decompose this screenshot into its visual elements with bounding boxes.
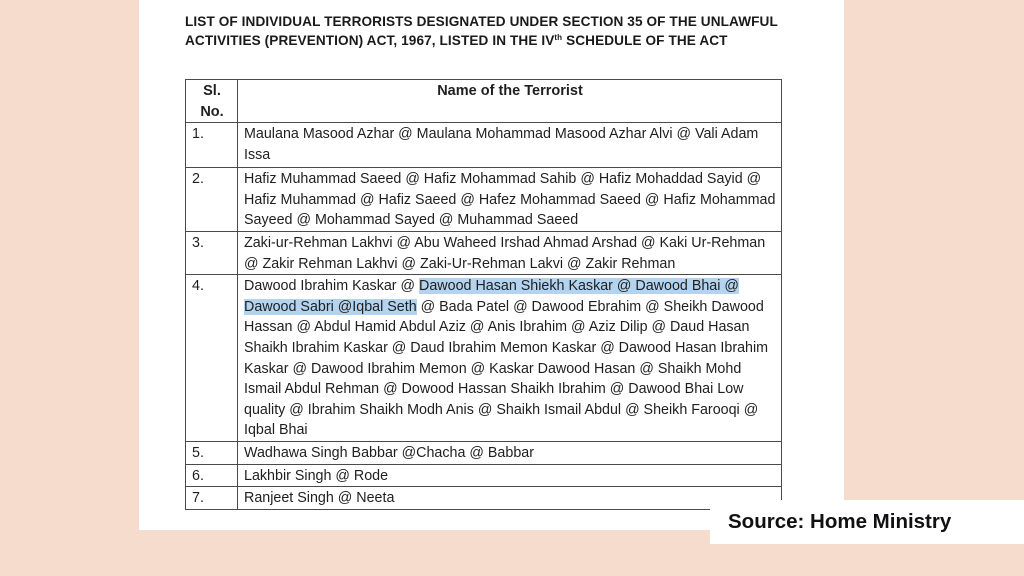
header-serial-number: Sl. No. (186, 80, 238, 123)
header-name: Name of the Terrorist (238, 80, 782, 123)
row-name: Maulana Masood Azhar @ Maulana Mohammad Masood Azhar Alvi @ Vali Adam Issa (238, 123, 782, 168)
row-name: Dawood Ibrahim Kaskar @ Dawood Hasan Shiekh Kaskar @ Dawood Bhai @ Dawood Sabri @Iqbal Seth @ Bada Patel @ Dawood Ebrahim @ Sheikh Dawood Hassan @ Abdul Hamid Abdul Aziz @ Anis Ibrahim @ Aziz Dilip @ Daud Hasan Shaikh Ibrahim Kaskar @ Daud Ibrahim Memon Kaskar @ Dawood Hasan Ibrahim Kaskar @ Dawood Ibrahim Memon @ Kaskar Dawood Hasan @ Shaikh Mohd Ismail Abdul Rehman @ Dowood Hassan Shaikh Ibrahim @ Dawood Bhai Low quality @ Ibrahim Shaikh Modh Anis @ Shaikh Ismail Abdul @ Sheikh Farooqi @ Iqbal Bhai (238, 275, 782, 442)
heading-superscript: th (554, 33, 563, 42)
table-row (186, 231, 782, 274)
table-row (186, 464, 782, 487)
row-number: 5. (186, 441, 238, 464)
row-number: 6. (186, 464, 238, 487)
source-caption: Source: Home Ministry (710, 500, 1024, 544)
document-heading (185, 12, 785, 50)
row-name: Lakhbir Singh @ Rode (238, 464, 782, 487)
heading-text-end: SCHEDULE OF THE ACT (562, 33, 728, 48)
row-name: Hafiz Muhammad Saeed @ Hafiz Mohammad Sahib @ Hafiz Mohaddad Sayid @ Hafiz Muhammad @ Hafiz Saeed @ Hafez Mohammad Saeed @ Hafiz Mohammad Sayeed @ Mohammad Sayed @ Muhammad Saeed (238, 168, 782, 232)
table-row (186, 168, 782, 232)
row-number: 3. (186, 231, 238, 274)
highlighted-text[interactable]: Dawood Hasan Shiekh Kaskar @ Dawood Bhai @ Dawood Sabri @Iqbal Seth (244, 278, 739, 315)
row-name: Zaki-ur-Rehman Lakhvi @ Abu Waheed Irshad Ahmad Arshad @ Kaki Ur-Rehman @ Zakir Rehman Lakhvi @ Zaki-Ur-Rehman Lakvi @ Zakir Rehman (238, 231, 782, 274)
row-number: 4. (186, 275, 238, 442)
table-header-row (186, 80, 782, 123)
row-number: 1. (186, 123, 238, 168)
heading-text: LIST OF INDIVIDUAL TERRORISTS DESIGNATED UNDER SECTION 35 OF THE UNLAWFUL ACTIVITIES (PREVENTION) ACT, 1967, LISTED IN THE IV (185, 14, 778, 48)
table-row (186, 275, 782, 442)
table-row (186, 441, 782, 464)
terrorist-table (185, 79, 782, 510)
row-number: 2. (186, 168, 238, 232)
table-row (186, 123, 782, 168)
row-name: Ranjeet Singh @ Neeta (238, 487, 782, 510)
row-number: 7. (186, 487, 238, 510)
table-row (186, 487, 782, 510)
document-page (139, 0, 844, 530)
row-name: Wadhawa Singh Babbar @Chacha @ Babbar (238, 441, 782, 464)
